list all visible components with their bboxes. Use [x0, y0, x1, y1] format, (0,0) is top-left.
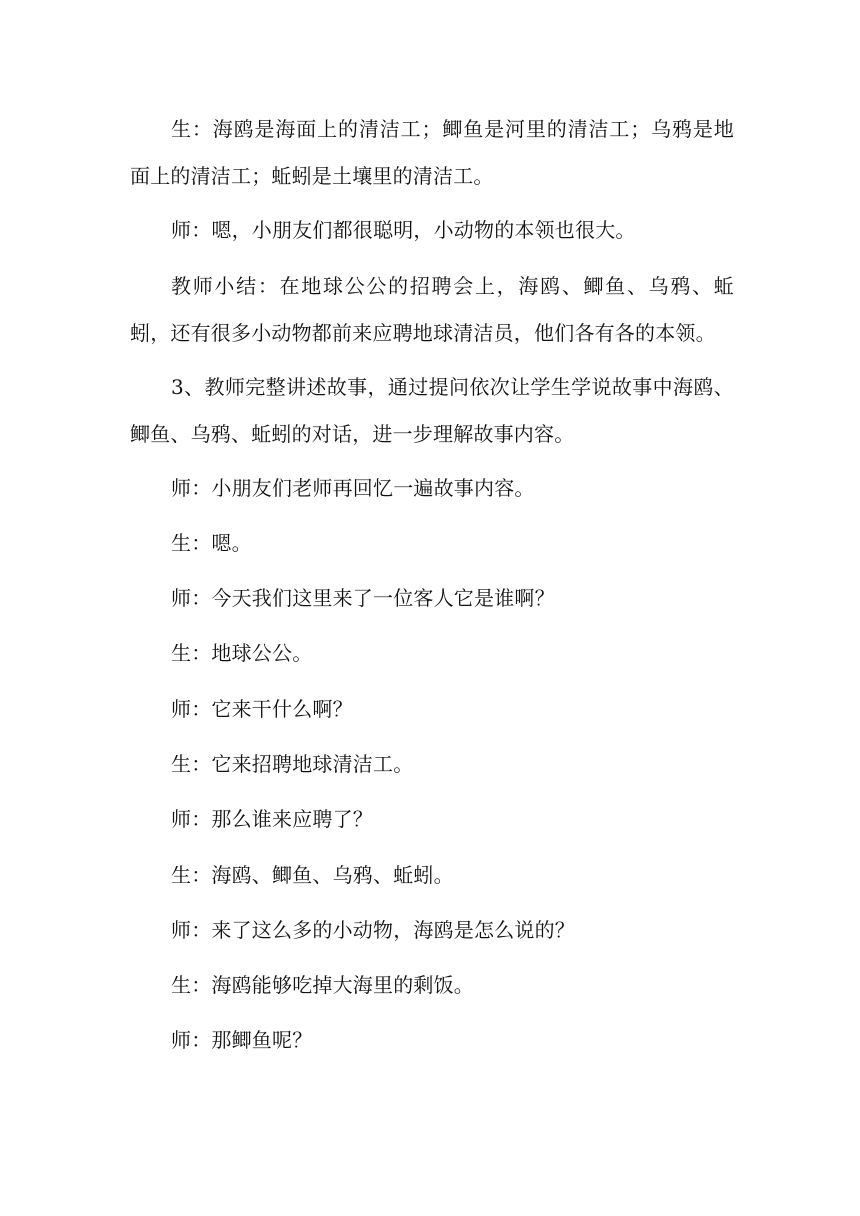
paragraph: 生：地球公公。	[171, 641, 313, 665]
paragraph: 师：今天我们这里来了一位客人它是谁啊？	[171, 586, 555, 610]
paragraph: 3、教师完整讲述故事，通过提问依次让学生学说故事中海鸥、鲫鱼、乌鸦、蚯蚓的对话，进一步理解故事内容。	[130, 375, 734, 446]
paragraph: 生：它来招聘地球清洁工。	[171, 752, 414, 776]
paragraph: 师：那么谁来应聘了？	[171, 807, 373, 831]
paragraph: 师：那鲫鱼呢？	[171, 1028, 313, 1052]
paragraph: 生：海鸥是海面上的清洁工；鲫鱼是河里的清洁工；乌鸦是地面上的清洁工；蚯蚓是土壤里的清洁工。	[130, 117, 734, 188]
paragraph: 师：它来干什么啊？	[171, 697, 353, 721]
paragraph: 师：来了这么多的小动物，海鸥是怎么说的？	[171, 918, 575, 942]
paragraph: 师：小朋友们老师再回忆一遍故事内容。	[171, 476, 535, 500]
paragraph: 生：海鸥能够吃掉大海里的剩饭。	[171, 973, 474, 997]
paragraph: 生：嗯。	[171, 531, 252, 555]
paragraph: 教师小结：在地球公公的招聘会上，海鸥、鲫鱼、乌鸦、蚯蚓，还有很多小动物都前来应聘地球清洁员，他们各有各的本领。	[130, 274, 734, 345]
paragraph: 师：嗯，小朋友们都很聪明，小动物的本领也很大。	[171, 218, 636, 242]
paragraph: 生：海鸥、鲫鱼、乌鸦、蚯蚓。	[171, 863, 454, 887]
